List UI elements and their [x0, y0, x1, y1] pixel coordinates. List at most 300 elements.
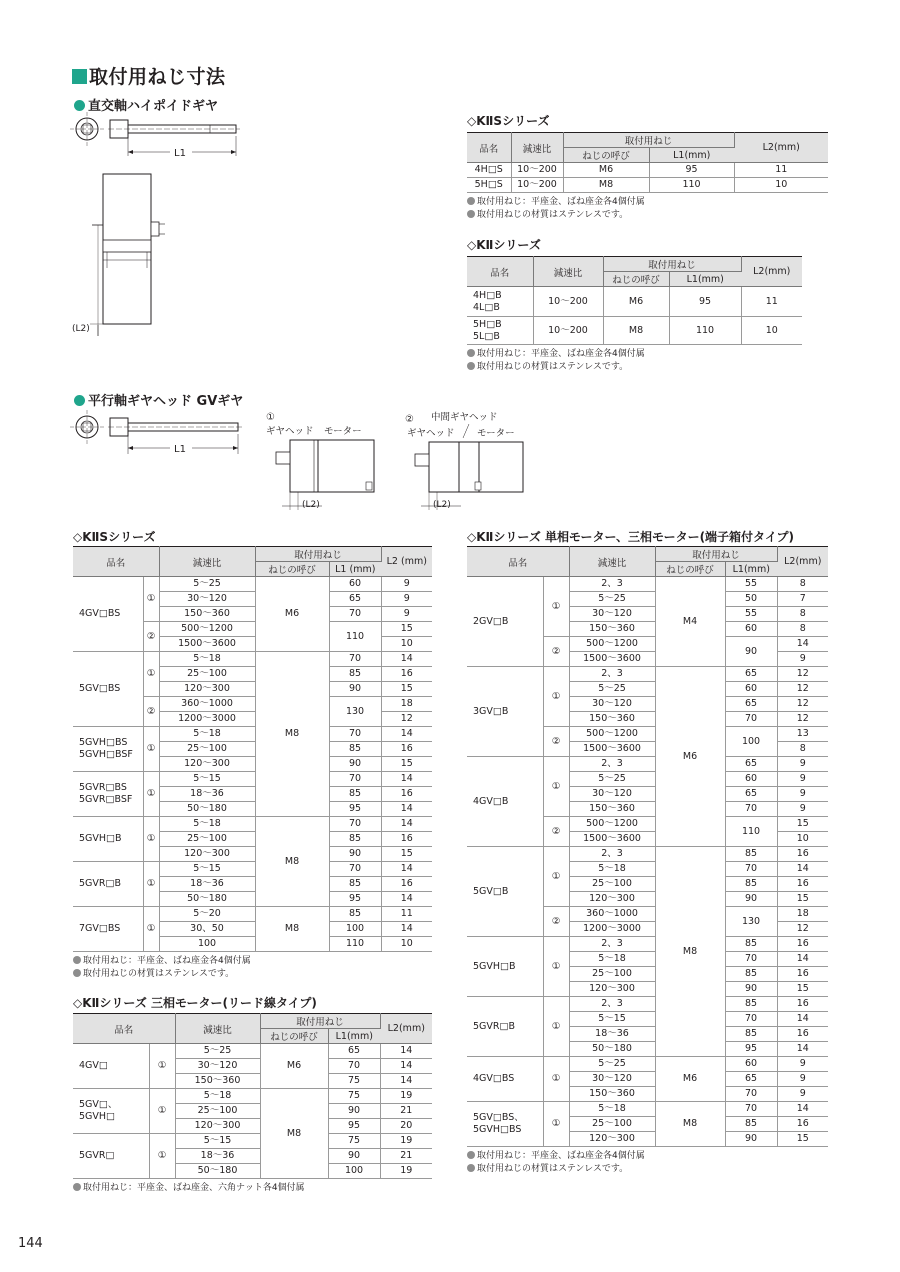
header-name: 品名: [73, 1014, 175, 1044]
header-ratio: 減速比: [569, 547, 655, 577]
cell-l2: 10: [381, 937, 432, 952]
cell-l2: 14: [381, 862, 432, 877]
cell-l1: 70: [725, 802, 777, 817]
l1-label: L1: [174, 444, 186, 455]
option2-motor-label: モーター: [477, 428, 515, 439]
cell-l1: 65: [725, 697, 777, 712]
cell-l2: 15: [777, 817, 828, 832]
cell-name: 5GV□B: [467, 847, 543, 937]
header-l1: L1(mm): [649, 148, 734, 163]
header-screw: 取付用ねじ: [255, 547, 381, 562]
cell-ratio: 10～200: [511, 178, 563, 193]
cell-l2: 16: [777, 967, 828, 982]
cell-l2: 21: [380, 1149, 432, 1164]
cell-name: 5L□B: [473, 330, 500, 342]
cell-l1: 90: [329, 682, 381, 697]
cell-l2: 16: [381, 877, 432, 892]
cell-option: ①: [143, 862, 159, 907]
bullet-icon: [74, 100, 85, 111]
cell-l2: 8: [777, 607, 828, 622]
cell-l2: 19: [380, 1164, 432, 1179]
header-screw: 取付用ねじ: [603, 257, 741, 272]
cell-l2: 16: [777, 1117, 828, 1132]
header-l2: L2(mm): [741, 257, 802, 287]
cell-l1: 90: [725, 637, 777, 667]
note-bullet-icon: [73, 956, 81, 964]
cell-ratio: 25～100: [569, 877, 655, 892]
cell-ratio: 2、3: [569, 997, 655, 1012]
cell-l1: 70: [329, 862, 381, 877]
header-l1: L1(mm): [328, 1029, 380, 1044]
table4-notes: [73, 1182, 305, 1195]
cell-name: 4H□S: [467, 163, 511, 178]
table3: [73, 546, 432, 952]
cell-l2: 9: [777, 1057, 828, 1072]
cell-ratio: 30～120: [569, 607, 655, 622]
cell-l1: 70: [725, 1102, 777, 1117]
cell-l2: 9: [777, 802, 828, 817]
cell-option: ①: [543, 757, 569, 817]
cell-l2: 12: [381, 712, 432, 727]
table-row: [467, 1102, 828, 1117]
cell-name: 5H□S: [467, 178, 511, 193]
cell-option: ②: [143, 697, 159, 727]
section-gv-title: [74, 390, 243, 409]
cell-ratio: 120～300: [175, 1119, 260, 1134]
cell-l1: 65: [329, 592, 381, 607]
cell-ratio: 2、3: [569, 847, 655, 862]
cell-l1: 60: [725, 682, 777, 697]
cell-ratio: 500～1200: [569, 727, 655, 742]
cell-ratio: 150～360: [569, 712, 655, 727]
cell-l1: 55: [725, 607, 777, 622]
table2-title: ◇KⅡシリーズ: [467, 238, 541, 252]
table-row: [467, 577, 828, 592]
table-row: [73, 907, 432, 922]
header-screw: 取付用ねじ: [563, 133, 734, 148]
cell-l1: 90: [328, 1149, 380, 1164]
option2-gearhead-label: ギヤヘッド: [407, 428, 455, 439]
cell-ratio: 360～1000: [159, 697, 255, 712]
cell-l1: 75: [328, 1074, 380, 1089]
cell-ratio: 360～1000: [569, 907, 655, 922]
cell-option: ①: [543, 997, 569, 1057]
cell-ratio: 50～180: [175, 1164, 260, 1179]
cell-l1: 110: [649, 178, 734, 193]
cell-ratio: 150～360: [569, 622, 655, 637]
cell-l1: 65: [725, 667, 777, 682]
cell-ratio: 500～1200: [159, 622, 255, 637]
cell-l1: 85: [329, 742, 381, 757]
cell-l2: 16: [381, 787, 432, 802]
cell-ratio: 150～360: [175, 1074, 260, 1089]
cell-l2: 8: [777, 622, 828, 637]
header-name: 品名: [467, 547, 569, 577]
cell-l2: 8: [777, 742, 828, 757]
cell-l2: 7: [777, 592, 828, 607]
cell-ratio: 30～120: [175, 1059, 260, 1074]
cell-l1: 70: [725, 952, 777, 967]
cell-ratio: 2、3: [569, 757, 655, 772]
cell-call: M6: [603, 287, 669, 317]
cell-ratio: 150～360: [569, 1087, 655, 1102]
cell-l2: 10: [734, 178, 828, 193]
cell-l2: 13: [777, 727, 828, 742]
cell-ratio: 10～200: [511, 163, 563, 178]
table-row: [467, 1057, 828, 1072]
cell-l2: 16: [777, 877, 828, 892]
cell-ratio: 1200～3000: [159, 712, 255, 727]
cell-l2: 14: [380, 1074, 432, 1089]
cell-ratio: 150～360: [569, 802, 655, 817]
cell-ratio: 5～18: [569, 952, 655, 967]
cell-l1: 65: [328, 1044, 380, 1059]
cell-l2: 12: [777, 697, 828, 712]
cell-ratio: 5～15: [159, 772, 255, 787]
cell-l1: 70: [329, 727, 381, 742]
note-bullet-icon: [467, 1151, 475, 1159]
cell-l1: 65: [725, 757, 777, 772]
cell-l2: 16: [381, 667, 432, 682]
cell-option: ②: [543, 637, 569, 667]
cell-ratio: 500～1200: [569, 817, 655, 832]
header-l2: L2(mm): [380, 1014, 432, 1044]
cell-l1: 110: [329, 937, 381, 952]
cell-l2: 15: [777, 982, 828, 997]
header-name: 品名: [467, 257, 533, 287]
cell-call: M8: [260, 1089, 328, 1179]
cell-l1: 75: [328, 1089, 380, 1104]
table4-title: ◇KⅡシリーズ 三相モーター(リード線タイプ): [73, 996, 317, 1010]
cell-l1: 85: [725, 997, 777, 1012]
hypoid-diagram: [70, 112, 250, 344]
cell-l1: 85: [329, 877, 381, 892]
note-bullet-icon: [467, 210, 475, 218]
cell-ratio: 5～25: [175, 1044, 260, 1059]
cell-l1: 60: [725, 772, 777, 787]
cell-name: 4GV□: [73, 1044, 149, 1089]
cell-call: M8: [563, 178, 649, 193]
cell-ratio: 5～18: [175, 1089, 260, 1104]
note-bullet-icon: [467, 349, 475, 357]
table-row: [73, 772, 432, 787]
cell-l1: 95: [725, 1042, 777, 1057]
page-title-text: 取付用ねじ寸法: [89, 66, 226, 88]
cell-ratio: 2、3: [569, 577, 655, 592]
cell-l1: 100: [725, 727, 777, 757]
cell-l1: 85: [725, 877, 777, 892]
cell-ratio: 120～300: [569, 892, 655, 907]
table-row: [467, 163, 828, 178]
cell-option: ①: [543, 937, 569, 997]
cell-ratio: 2、3: [569, 937, 655, 952]
cell-option: ①: [543, 1057, 569, 1102]
option1-number: ①: [266, 412, 275, 423]
table-row: [467, 757, 828, 772]
cell-ratio: 5～25: [569, 682, 655, 697]
cell-l2: 14: [380, 1044, 432, 1059]
cell-ratio: 500～1200: [569, 637, 655, 652]
cell-l1: 85: [725, 937, 777, 952]
cell-name: 5GVH□BS: [473, 1124, 522, 1135]
cell-ratio: 18～36: [175, 1149, 260, 1164]
cell-name: 4L□B: [473, 301, 500, 313]
cell-l2: 16: [381, 742, 432, 757]
cell-option: ①: [143, 907, 159, 952]
cell-ratio: 1500～3600: [569, 742, 655, 757]
cell-l1: 55: [725, 577, 777, 592]
cell-l2: 14: [777, 637, 828, 652]
cell-ratio: 5～25: [569, 1057, 655, 1072]
cell-l2: 14: [381, 652, 432, 667]
cell-ratio: 25～100: [175, 1104, 260, 1119]
cell-ratio: 5～15: [159, 862, 255, 877]
cell-l2: 21: [380, 1104, 432, 1119]
cell-l1: 70: [329, 652, 381, 667]
cell-l1: 110: [725, 817, 777, 847]
cell-ratio: 120～300: [159, 757, 255, 772]
cell-option: ①: [143, 577, 159, 622]
cell-l2: 12: [777, 682, 828, 697]
table3-title: ◇KⅡSシリーズ: [73, 530, 156, 544]
cell-name: 5GV□、: [79, 1099, 118, 1110]
note-text: 取付用ねじ：平座金、ばね座金各4個付属: [83, 956, 251, 966]
cell-l1: 85: [329, 667, 381, 682]
table-row: [73, 1134, 432, 1149]
cell-l2: 11: [734, 163, 828, 178]
table-row: [467, 287, 802, 317]
cell-option: ①: [543, 577, 569, 637]
table-row: [467, 997, 828, 1012]
cell-l1: 75: [328, 1134, 380, 1149]
cell-l2: 16: [777, 1027, 828, 1042]
note-bullet-icon: [73, 969, 81, 977]
cell-l2: 14: [777, 1102, 828, 1117]
cell-l2: 14: [777, 1042, 828, 1057]
cell-l1: 50: [725, 592, 777, 607]
cell-l1: 85: [725, 967, 777, 982]
cell-l2: 19: [380, 1089, 432, 1104]
note-bullet-icon: [73, 1183, 81, 1191]
cell-l2: 10: [381, 637, 432, 652]
header-name: 品名: [467, 133, 511, 163]
cell-name: 5GVH□BSF: [79, 749, 133, 760]
cell-option: ①: [149, 1044, 175, 1089]
title-square-icon: [72, 69, 87, 84]
cell-l1: 70: [725, 1012, 777, 1027]
cell-l2: 18: [381, 697, 432, 712]
cell-ratio: 25～100: [569, 967, 655, 982]
page-title: [72, 62, 226, 89]
table5-title: ◇KⅡシリーズ 単相モーター、三相モーター(端子箱付タイプ): [467, 530, 794, 544]
cell-ratio: 5～18: [159, 652, 255, 667]
cell-name: 4GV□B: [467, 757, 543, 847]
cell-l2: 16: [777, 997, 828, 1012]
cell-call: M8: [255, 907, 329, 952]
cell-l1: 85: [329, 787, 381, 802]
cell-l1: 90: [725, 892, 777, 907]
cell-ratio: 150～360: [159, 607, 255, 622]
cell-ratio: 120～300: [569, 1132, 655, 1147]
cell-ratio: 30～120: [569, 1072, 655, 1087]
cell-l1: 95: [649, 163, 734, 178]
cell-name: 7GV□BS: [73, 907, 143, 952]
cell-l1: 70: [725, 1087, 777, 1102]
cell-name: 5GVR□: [73, 1134, 149, 1179]
cell-option: ②: [543, 727, 569, 757]
cell-ratio: 120～300: [569, 982, 655, 997]
cell-name: 5GVR□BSF: [79, 794, 133, 805]
table-row: [73, 862, 432, 877]
section-gv-text: 平行軸ギヤヘッド GVギヤ: [88, 394, 244, 409]
cell-name: 5GV□BS: [73, 652, 143, 727]
cell-l2: 14: [777, 1012, 828, 1027]
cell-l1: 70: [329, 772, 381, 787]
cell-l2: 11: [381, 907, 432, 922]
header-ratio: 減速比: [511, 133, 563, 163]
cell-ratio: 18～36: [159, 877, 255, 892]
cell-ratio: 18～36: [569, 1027, 655, 1042]
header-call: ねじの呼び: [655, 562, 725, 577]
table-row: [73, 577, 432, 592]
cell-l2: 14: [381, 922, 432, 937]
cell-l2: 12: [777, 712, 828, 727]
table-row: [73, 817, 432, 832]
page-number: 144: [18, 1236, 43, 1251]
header-l2: L2 (mm): [381, 547, 432, 577]
cell-l1: 95: [329, 802, 381, 817]
l2-label: (L2): [302, 500, 320, 510]
cell-option: ①: [143, 772, 159, 817]
note-text: 取付用ねじ：平座金、ばね座金各4個付属: [477, 197, 645, 207]
cell-l1: 65: [725, 787, 777, 802]
cell-ratio: 5～20: [159, 907, 255, 922]
cell-l1: 90: [329, 757, 381, 772]
cell-l1: 85: [329, 832, 381, 847]
cell-ratio: 5～25: [569, 592, 655, 607]
cell-option: ①: [143, 652, 159, 697]
table-row: [73, 1089, 432, 1104]
option2-mid-gearhead-label: 中間ギヤヘッド: [431, 412, 498, 423]
table2-notes: [467, 348, 645, 374]
cell-l2: 19: [380, 1134, 432, 1149]
cell-name: 5GVH□B: [467, 937, 543, 997]
cell-ratio: 2、3: [569, 667, 655, 682]
cell-l1: 70: [725, 712, 777, 727]
section-hypoid-text: 直交軸ハイポイドギヤ: [88, 99, 219, 114]
cell-l2: 9: [777, 1072, 828, 1087]
cell-call: M6: [260, 1044, 328, 1089]
cell-l2: 18: [777, 907, 828, 922]
header-screw: 取付用ねじ: [260, 1014, 380, 1029]
cell-ratio: 5～18: [569, 862, 655, 877]
cell-call: M8: [655, 1102, 725, 1147]
cell-ratio: 5～18: [159, 817, 255, 832]
table1-title: ◇KⅡSシリーズ: [467, 114, 550, 128]
cell-l2: 9: [777, 772, 828, 787]
cell-l1: 85: [329, 907, 381, 922]
header-l2: L2(mm): [734, 133, 828, 163]
table-row: [467, 847, 828, 862]
cell-l2: 14: [381, 892, 432, 907]
cell-name: 2GV□B: [467, 577, 543, 667]
cell-l1: 65: [725, 1072, 777, 1087]
cell-l1: 95: [329, 892, 381, 907]
cell-l1: 70: [329, 817, 381, 832]
table3-notes: [73, 955, 251, 981]
cell-l2: 15: [381, 847, 432, 862]
cell-name: 5GVH□B: [73, 817, 143, 862]
cell-ratio: 1500～3600: [569, 652, 655, 667]
header-screw: 取付用ねじ: [655, 547, 777, 562]
bullet-icon: [74, 395, 85, 406]
table-row: [73, 652, 432, 667]
cell-ratio: 120～300: [159, 847, 255, 862]
cell-l2: 16: [381, 832, 432, 847]
table-row: [467, 937, 828, 952]
cell-l1: 90: [328, 1104, 380, 1119]
cell-ratio: 1500～3600: [159, 637, 255, 652]
cell-call: M6: [563, 163, 649, 178]
cell-l1: 70: [329, 607, 381, 622]
cell-ratio: 5～15: [175, 1134, 260, 1149]
cell-option: ①: [543, 667, 569, 727]
cell-l1: 60: [725, 622, 777, 637]
cell-name: 5GVR□B: [73, 862, 143, 907]
note-text: 取付用ねじの材質はステンレスです。: [83, 969, 235, 979]
cell-ratio: 5～25: [569, 772, 655, 787]
cell-l1: 90: [329, 847, 381, 862]
cell-name: 5GV□BS、: [473, 1112, 524, 1123]
cell-call: M6: [255, 577, 329, 652]
cell-call: M8: [655, 847, 725, 1057]
cell-l2: 9: [381, 592, 432, 607]
l2-label: (L2): [72, 324, 90, 334]
note-text: 取付用ねじの材質はステンレスです。: [477, 1164, 629, 1174]
cell-l1: 95: [328, 1119, 380, 1134]
cell-name: 3GV□B: [467, 667, 543, 757]
cell-option: ①: [143, 817, 159, 862]
header-name: 品名: [73, 547, 159, 577]
cell-option: ①: [149, 1089, 175, 1134]
cell-option: ②: [543, 817, 569, 847]
cell-ratio: 120～300: [159, 682, 255, 697]
option1-gearhead-label: ギヤヘッド: [266, 426, 314, 437]
cell-l1: 85: [725, 847, 777, 862]
cell-l2: 14: [381, 772, 432, 787]
cell-l2: 10: [777, 832, 828, 847]
cell-ratio: 18～36: [159, 787, 255, 802]
cell-l2: 20: [380, 1119, 432, 1134]
cell-l1: 90: [725, 1132, 777, 1147]
l2-label: (L2): [433, 500, 451, 510]
cell-l2: 9: [777, 757, 828, 772]
cell-l2: 14: [777, 862, 828, 877]
table2: [467, 256, 802, 345]
cell-call: M4: [655, 577, 725, 667]
table5-notes: [467, 1150, 645, 1176]
note-text: 取付用ねじの材質はステンレスです。: [477, 362, 629, 372]
cell-name: 5GVH□BS: [79, 737, 128, 748]
header-call: ねじの呼び: [255, 562, 329, 577]
cell-call: M8: [255, 652, 329, 817]
cell-l1: 70: [328, 1059, 380, 1074]
cell-l2: 9: [777, 787, 828, 802]
cell-ratio: 30～120: [569, 787, 655, 802]
cell-ratio: 25～100: [569, 1117, 655, 1132]
cell-l2: 11: [741, 287, 802, 317]
cell-l2: 15: [381, 622, 432, 637]
